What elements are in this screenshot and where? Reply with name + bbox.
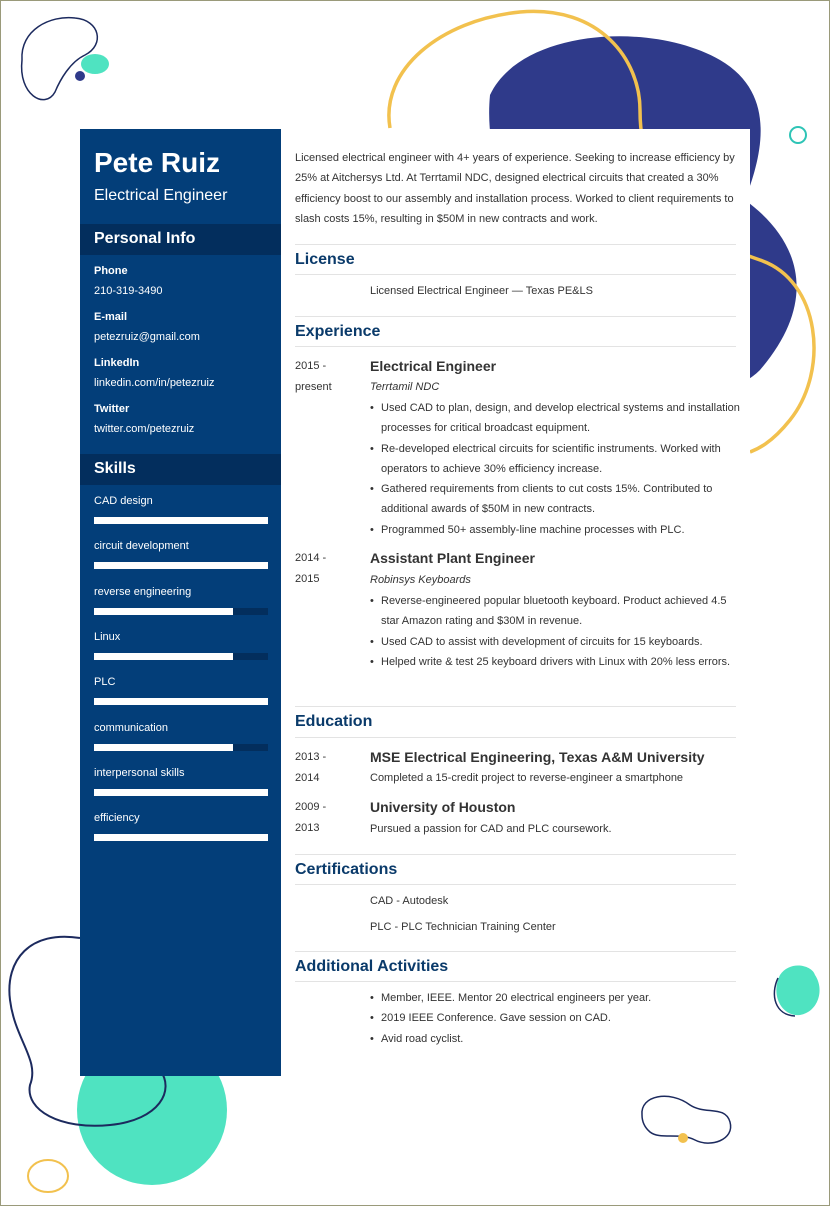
divider xyxy=(295,951,736,952)
job-bullets xyxy=(370,591,740,672)
skill-label: circuit development xyxy=(94,540,189,552)
job-dates xyxy=(295,356,355,397)
skill-bar-fill xyxy=(94,834,268,841)
skill-label: communication xyxy=(94,722,168,734)
summary-paragraph: Licensed electrical engineer with 4+ years of experience. Seeking to increase efficiency by 25% at Aitchersys Ltd. At Terrtamil NDC, designed electrical circuits that created a 30% efficiency boost to our assembly and installation process. Worked to client requirements to slash costs 15%, resulting in $50M in new contracts and work. xyxy=(295,152,735,225)
phone-label: Phone xyxy=(94,265,128,277)
list-item: • Used CAD to plan, design, and develop electrical systems and installation processes for critical broadcast equipment. xyxy=(370,398,740,439)
teal-ring-shape xyxy=(790,127,806,143)
candidate-name: Pete Ruiz xyxy=(94,147,221,178)
job-bullets xyxy=(370,398,740,540)
skill-bar-fill xyxy=(94,653,233,660)
list-item: • Reverse-engineered popular bluetooth keyboard. Product achieved 4.5 star Amazon rating and $30M in revenue. xyxy=(370,591,740,632)
resume-main-column xyxy=(281,129,750,1076)
divider xyxy=(295,706,736,707)
linkedin-label: LinkedIn xyxy=(94,357,140,369)
job-dates xyxy=(295,548,355,589)
teal-blob-right xyxy=(776,966,819,1016)
linkedin-value: linkedin.com/in/petezruiz xyxy=(94,377,215,389)
skill-item xyxy=(94,540,268,562)
skill-item xyxy=(94,631,268,653)
skill-label: CAD design xyxy=(94,495,153,507)
divider xyxy=(295,244,736,245)
job-company: Terrtamil NDC xyxy=(370,381,440,393)
skills-heading: Skills xyxy=(94,460,136,477)
job-date-start: 2014 - xyxy=(295,552,327,564)
skill-bar xyxy=(94,834,268,841)
resume-sidebar xyxy=(80,129,281,1076)
license-heading: License xyxy=(295,251,355,268)
skill-bar xyxy=(94,653,268,660)
skill-label: PLC xyxy=(94,676,116,688)
education-dates xyxy=(295,797,355,838)
education-heading: Education xyxy=(295,713,373,730)
edu-date-start: 2013 - xyxy=(295,751,327,763)
list-item: • Re-developed electrical circuits for scientific instruments. Worked with operators to achieve 30% efficiency increase. xyxy=(370,439,740,480)
skill-bar xyxy=(94,789,268,796)
list-item: • Helped write & test 25 keyboard drivers with Linux with 20% less errors. xyxy=(370,652,740,672)
list-item: • Used CAD to assist with development of circuits for 15 keyboards. xyxy=(370,632,740,652)
skill-bar-fill xyxy=(94,608,233,615)
certifications-heading: Certifications xyxy=(295,861,398,878)
list-item: • Gathered requirements from clients to cut costs 15%. Contributed to additional awards of $50M in new contracts. xyxy=(370,479,740,520)
skill-item xyxy=(94,767,268,789)
divider xyxy=(295,854,736,855)
twitter-value: twitter.com/petezruiz xyxy=(94,423,195,435)
divider xyxy=(295,981,736,982)
personal-info-heading-band xyxy=(80,224,281,255)
skill-item xyxy=(94,495,268,517)
license-text: Licensed Electrical Engineer — Texas PE&LS xyxy=(370,285,593,297)
skill-bar-fill xyxy=(94,562,268,569)
skill-bar xyxy=(94,517,268,524)
job-date-end: present xyxy=(295,380,332,393)
divider xyxy=(295,737,736,738)
edu-date-end: 2014 xyxy=(295,771,320,784)
job-date-start: 2015 - xyxy=(295,360,327,372)
candidate-title: Electrical Engineer xyxy=(94,187,228,204)
list-item: • 2019 IEEE Conference. Gave session on CAD. xyxy=(370,1008,740,1028)
education-degree: University of Houston xyxy=(370,799,516,815)
teal-dot-shape xyxy=(81,54,109,74)
skill-label: interpersonal skills xyxy=(94,767,185,779)
education-degree: MSE Electrical Engineering, Texas A&M University xyxy=(370,749,705,765)
certification-item: PLC - PLC Technician Training Center xyxy=(370,921,556,933)
education-detail: Pursued a passion for CAD and PLC coursework. xyxy=(370,823,612,835)
edu-date-end: 2013 xyxy=(295,821,320,834)
edu-date-start: 2009 - xyxy=(295,801,327,813)
divider xyxy=(295,316,736,317)
skill-label: reverse engineering xyxy=(94,586,192,598)
skill-item xyxy=(94,586,268,608)
activities-list xyxy=(370,988,740,1049)
list-item: • Member, IEEE. Mentor 20 electrical engineers per year. xyxy=(370,988,740,1008)
yellow-ring-bottom-left xyxy=(28,1160,68,1192)
phone-value: 210-319-3490 xyxy=(94,285,163,297)
skill-bar xyxy=(94,744,268,751)
navy-dot-shape xyxy=(75,71,85,81)
skill-label: efficiency xyxy=(94,812,140,824)
job-role: Electrical Engineer xyxy=(370,358,497,374)
job-date-end: 2015 xyxy=(295,572,320,585)
personal-info-heading: Personal Info xyxy=(94,230,196,247)
education-detail: Completed a 15-credit project to reverse-engineer a smartphone xyxy=(370,772,684,784)
job-role: Assistant Plant Engineer xyxy=(370,550,535,566)
skill-bar xyxy=(94,562,268,569)
certification-item: CAD - Autodesk xyxy=(370,895,449,907)
skills-heading-band xyxy=(80,454,281,485)
skill-bar-fill xyxy=(94,789,268,796)
skill-label: Linux xyxy=(94,631,121,643)
list-item: • Programmed 50+ assembly-line machine processes with PLC. xyxy=(370,520,740,540)
education-dates xyxy=(295,747,355,788)
skill-bar-fill xyxy=(94,517,268,524)
experience-heading: Experience xyxy=(295,323,381,340)
skill-bar-fill xyxy=(94,744,233,751)
skill-item xyxy=(94,722,268,744)
activities-heading: Additional Activities xyxy=(295,958,449,975)
divider xyxy=(295,346,736,347)
twitter-label: Twitter xyxy=(94,403,130,415)
email-label: E-mail xyxy=(94,311,128,323)
skill-bar-fill xyxy=(94,698,268,705)
list-item: • Avid road cyclist. xyxy=(370,1029,740,1049)
yellow-dot-bottom-right xyxy=(678,1133,688,1143)
divider xyxy=(295,884,736,885)
email-value: petezruiz@gmail.com xyxy=(94,331,200,343)
skill-bar xyxy=(94,608,268,615)
job-company: Robinsys Keyboards xyxy=(370,574,471,586)
skill-item xyxy=(94,812,268,834)
skill-item xyxy=(94,676,268,698)
skill-bar xyxy=(94,698,268,705)
divider xyxy=(295,274,736,275)
